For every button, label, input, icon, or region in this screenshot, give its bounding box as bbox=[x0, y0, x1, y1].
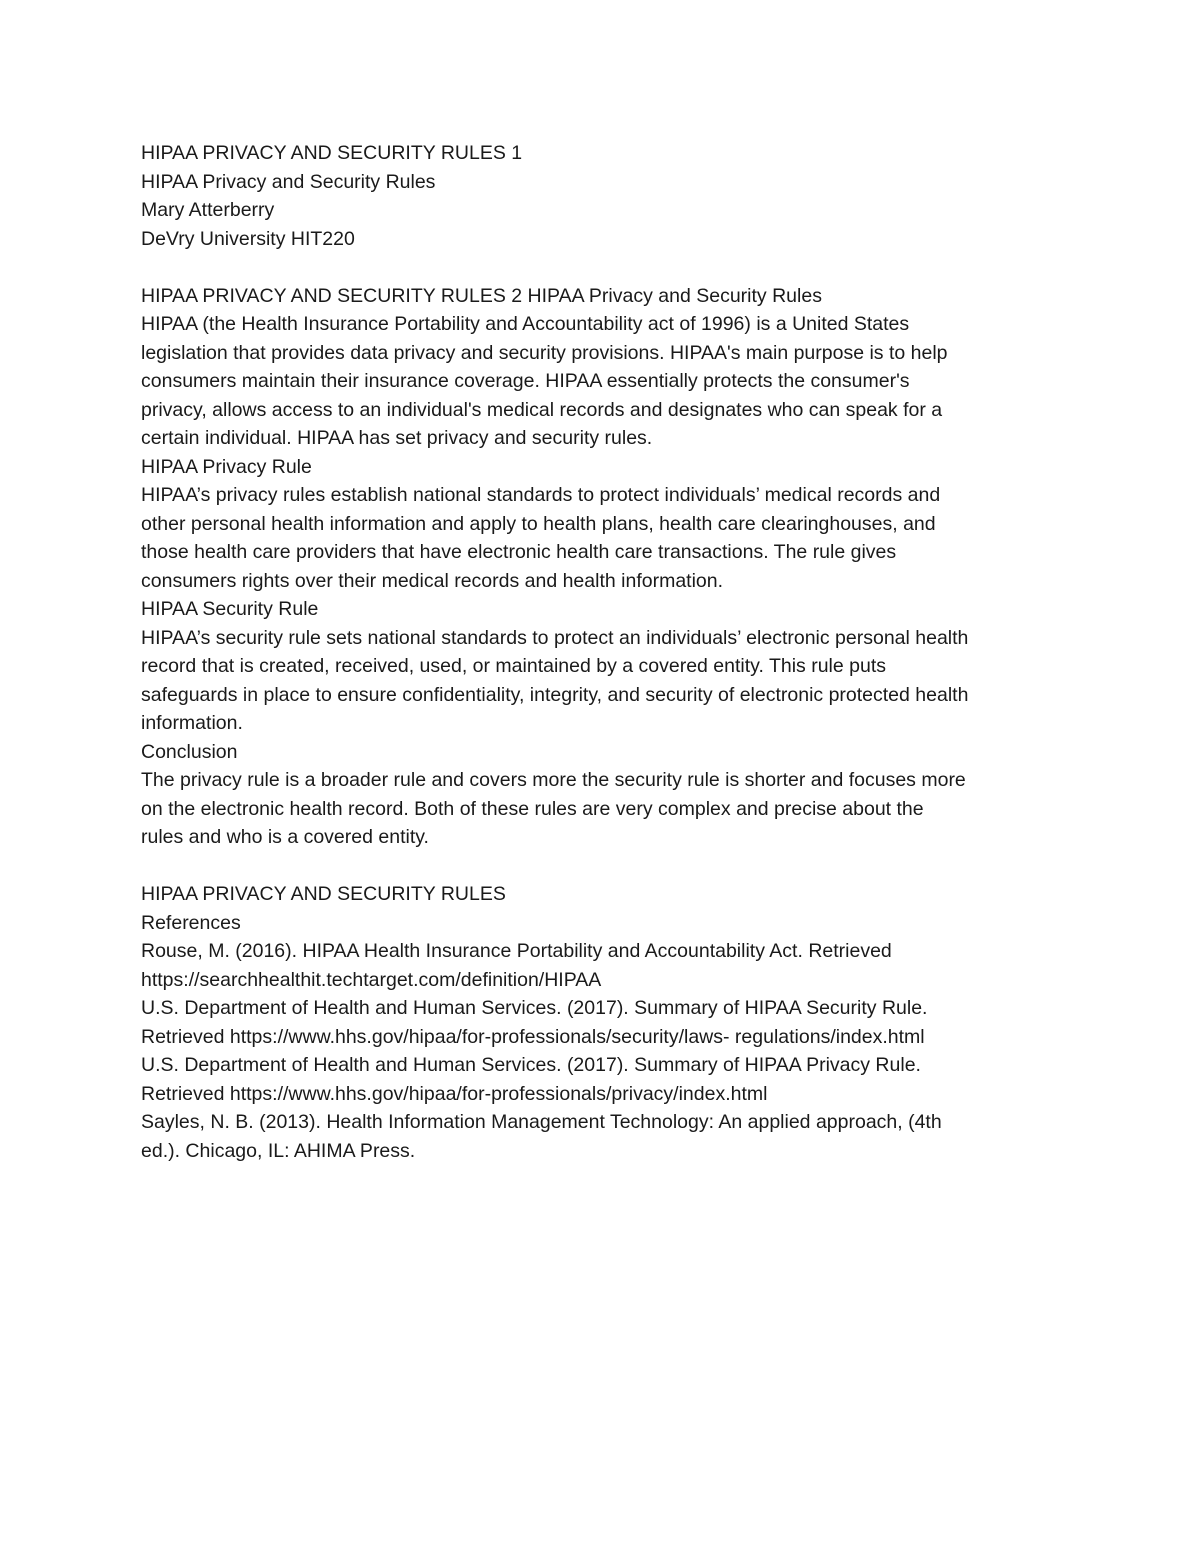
document-body bbox=[141, 139, 1071, 1165]
conclusion-line: on the electronic health record. Both of these rules are very complex and precise about the bbox=[141, 797, 924, 820]
privacy-rule-heading: HIPAA Privacy Rule bbox=[141, 455, 312, 478]
cover-title: HIPAA Privacy and Security Rules bbox=[141, 170, 436, 193]
conclusion-line: The privacy rule is a broader rule and covers more the security rule is shorter and focuses more bbox=[141, 769, 966, 791]
page2-running-header: HIPAA PRIVACY AND SECURITY RULES 2 HIPAA Privacy and Security Rules bbox=[141, 284, 822, 307]
conclusion-line: rules and who is a covered entity. bbox=[141, 826, 429, 848]
cover-running-header: HIPAA PRIVACY AND SECURITY RULES 1 bbox=[141, 142, 523, 164]
reference-line: U.S. Department of Health and Human Services. (2017). Summary of HIPAA Privacy Rule. bbox=[141, 1054, 921, 1076]
references-list bbox=[141, 937, 1071, 1165]
reference-url: https://searchhealthit.techtarget.com/definition/HIPAA bbox=[141, 968, 602, 991]
intro-line: HIPAA (the Health Insurance Portability and Accountability act of 1996) is a United States bbox=[141, 313, 910, 335]
references-heading: References bbox=[141, 911, 241, 934]
cover-author: Mary Atterberry bbox=[141, 199, 275, 221]
reference-line: U.S. Department of Health and Human Services. (2017). Summary of HIPAA Security Rule. bbox=[141, 997, 928, 1019]
privacy-line: HIPAA’s privacy rules establish national standards to protect individuals’ medical records and bbox=[141, 484, 941, 506]
intro-line: privacy, allows access to an individual's medical records and designates who can speak for a bbox=[141, 398, 943, 421]
privacy-line: those health care providers that have electronic health care transactions. The rule gives bbox=[141, 541, 897, 563]
security-rule-heading: HIPAA Security Rule bbox=[141, 598, 319, 620]
security-line: HIPAA’s security rule sets national standards to protect an individuals’ electronic personal health bbox=[141, 626, 969, 649]
privacy-line: other personal health information and apply to health plans, health care clearinghouses, and bbox=[141, 512, 936, 535]
page3-running-header: HIPAA PRIVACY AND SECURITY RULES bbox=[141, 883, 506, 905]
intro-paragraph bbox=[141, 310, 1071, 453]
cover-institution: DeVry University HIT220 bbox=[141, 227, 355, 250]
conclusion-paragraph bbox=[141, 766, 1071, 852]
security-line: information. bbox=[141, 712, 243, 734]
section-spacer bbox=[141, 253, 1071, 282]
security-line: record that is created, received, used, or maintained by a covered entity. This rule puts bbox=[141, 655, 886, 677]
privacy-line: consumers rights over their medical records and health information. bbox=[141, 569, 724, 592]
reference-line: Sayles, N. B. (2013). Health Information Management Technology: An applied approach, (4th bbox=[141, 1111, 942, 1133]
reference-url: Retrieved https://www.hhs.gov/hipaa/for-professionals/privacy/index.html bbox=[141, 1082, 768, 1105]
conclusion-heading: Conclusion bbox=[141, 740, 238, 763]
intro-line: certain individual. HIPAA has set privacy and security rules. bbox=[141, 427, 653, 449]
reference-line: ed.). Chicago, IL: AHIMA Press. bbox=[141, 1139, 416, 1162]
security-line: safeguards in place to ensure confidentiality, integrity, and security of electronic protected health bbox=[141, 683, 969, 706]
section-spacer bbox=[141, 852, 1071, 881]
privacy-rule-paragraph bbox=[141, 481, 1071, 595]
intro-line: consumers maintain their insurance coverage. HIPAA essentially protects the consumer's bbox=[141, 370, 910, 392]
security-rule-paragraph bbox=[141, 624, 1071, 738]
reference-line: Rouse, M. (2016). HIPAA Health Insurance Portability and Accountability Act. Retrieved bbox=[141, 940, 892, 962]
reference-url: Retrieved https://www.hhs.gov/hipaa/for-professionals/security/laws- regulations/index.html bbox=[141, 1025, 925, 1048]
intro-line: legislation that provides data privacy and security provisions. HIPAA's main purpose is to help bbox=[141, 341, 948, 364]
